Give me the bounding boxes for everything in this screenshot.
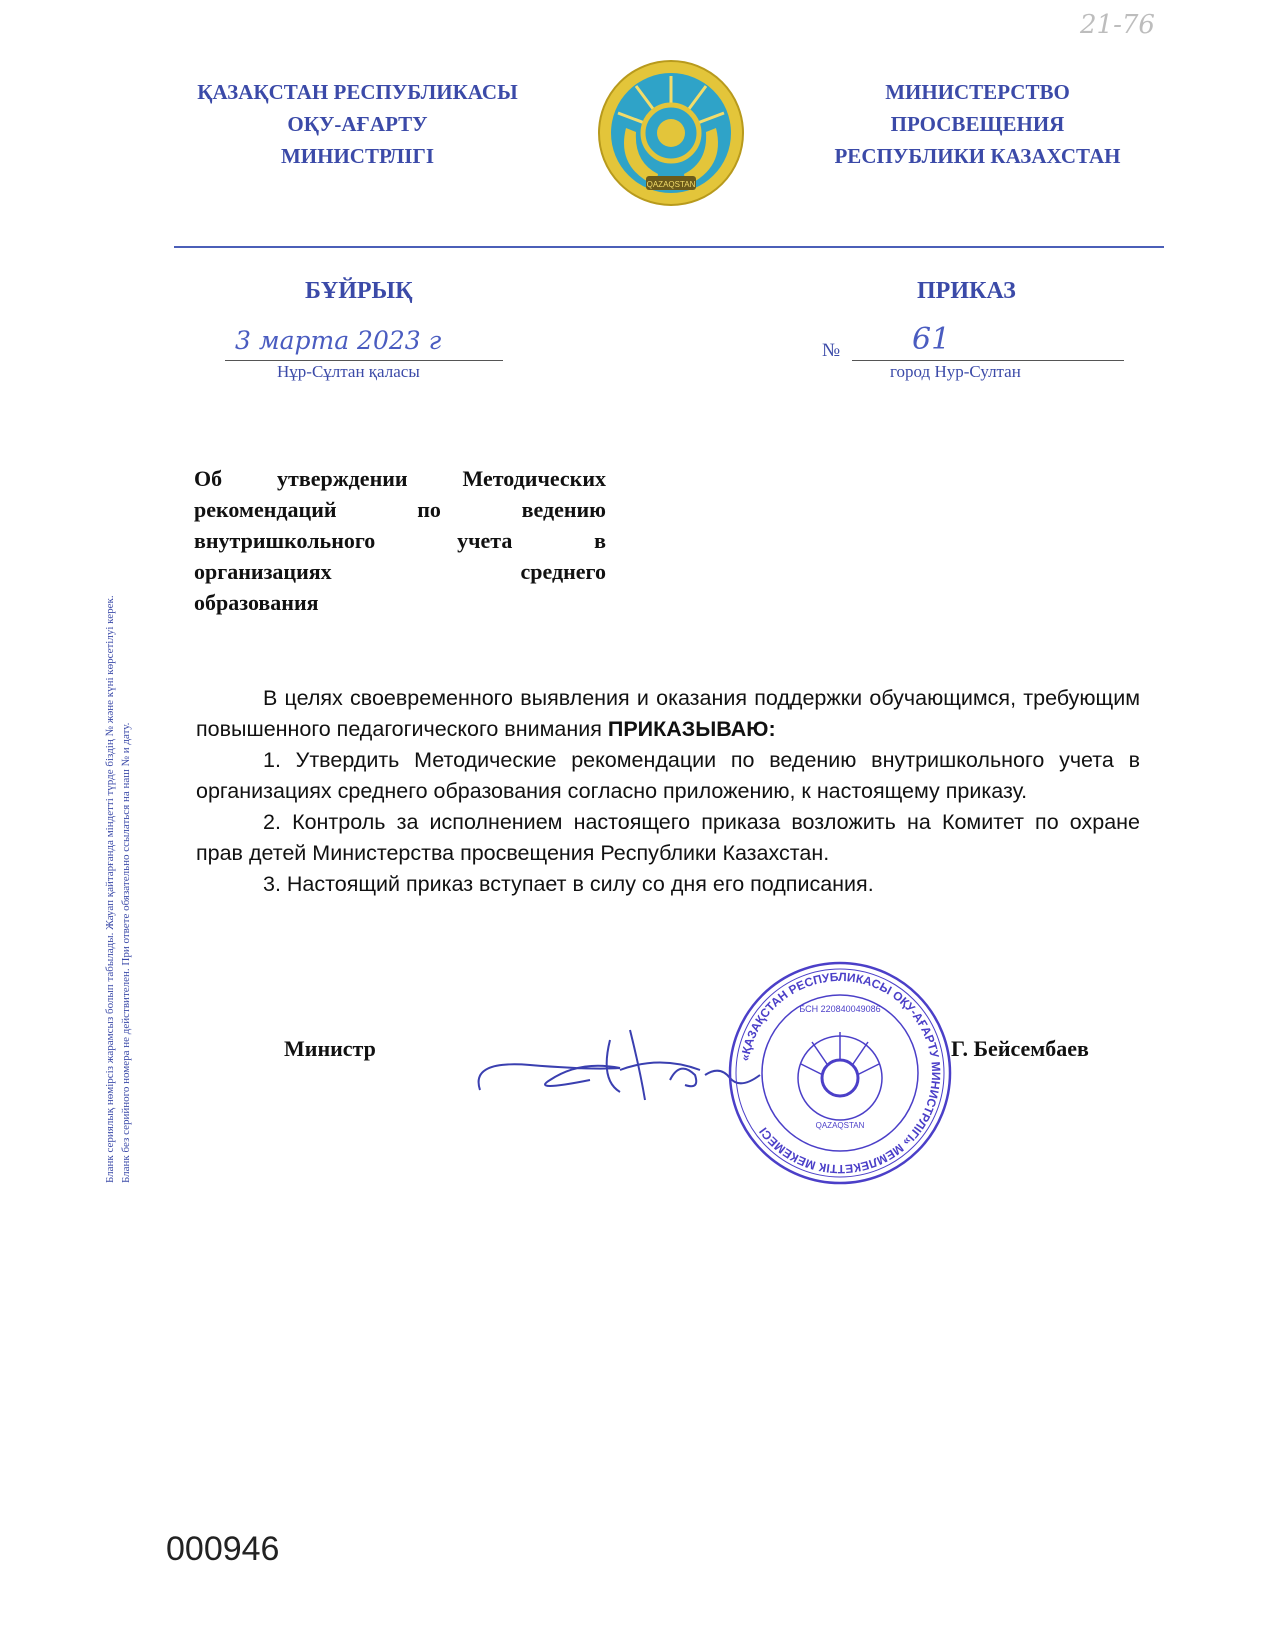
subject-line: рекомендаций по ведению (194, 497, 606, 522)
header-left (170, 76, 545, 172)
kz-order-title: БҰЙРЫҚ (305, 278, 413, 304)
header-right-line: МИНИСТЕРСТВО (885, 80, 1070, 104)
svg-text:«ҚАЗАҚСТАН РЕСПУБЛИКАСЫ ОҚУ-АҒ (738, 970, 943, 1176)
subject-line: Об утверждении Методических (194, 466, 606, 491)
number-handwritten: 61 (912, 322, 951, 357)
kz-city: Нұр-Сұлтан қаласы (277, 362, 420, 381)
stamp-inner-label: QAZAQSTAN (815, 1121, 865, 1130)
header-right-line: РЕСПУБЛИКИ КАЗАХСТАН (834, 144, 1121, 168)
handwritten-signature (470, 1020, 770, 1110)
header-divider (174, 246, 1164, 248)
body-item-1: 1. Утвердить Методические рекомендации по ведению внутришкольного учета в организациях среднего образования согласно приложению, к настоящему приказу. (196, 748, 1140, 803)
order-subject (194, 463, 606, 618)
stamp-bin: БСН 220840049086 (799, 1004, 881, 1014)
corner-note: 21-76 (1080, 10, 1155, 40)
state-emblem (596, 58, 746, 208)
body-item-2: 2. Контроль за исполнением настоящего приказа возложить на Комитет по охране прав детей Министерства просвещения Республики Казахстан. (196, 810, 1140, 865)
signatory-title: Министр (284, 1036, 376, 1061)
side-note-ru: Бланк без серийного номера не действителен. При ответе обязательно ссылаться на наш № и дату. (120, 722, 132, 1183)
header-left-line: ОҚУ-АҒАРТУ (287, 112, 428, 136)
body-intro: В целях своевременного выявления и оказания поддержки обучающимся, требующим повышенного педагогического внимания ПРИКАЗЫВАЮ: (196, 686, 1140, 741)
stamp-ring-text: «ҚАЗАҚСТАН РЕСПУБЛИКАСЫ ОҚУ-АҒАРТУ МИНИСТРЛІГІ» МЕМЛЕКЕТТІК МЕКЕМЕСІ (737, 969, 944, 1177)
header-right (790, 76, 1165, 172)
body-item-3: 3. Настоящий приказ вступает в силу со дня его подписания. (263, 872, 874, 896)
form-serial-number: 000946 (166, 1530, 280, 1568)
signatory-name: Г. Бейсембаев (951, 1036, 1089, 1061)
subject-line: внутришкольного учета в (194, 528, 606, 553)
official-stamp (727, 960, 953, 1186)
ru-city: город Нур-Султан (890, 362, 1021, 381)
emblem-label: QAZAQSTAN (646, 180, 696, 189)
header-left-line: МИНИСТРЛІГІ (280, 144, 435, 168)
header-left-line: ҚАЗАҚСТАН РЕСПУБЛИКАСЫ (197, 80, 518, 104)
side-note-kz: Бланк сериялық нөмірсіз жарамсыз болып табылады. Жауап қайтарғанда міндетті түрде біздің № және күні көрсетілуі керек. (104, 595, 116, 1183)
date-handwritten: 3 марта 2023 г (235, 326, 442, 355)
header-right-line: ПРОСВЕЩЕНИЯ (890, 112, 1065, 136)
number-line (852, 326, 1124, 361)
subject-line: образования (194, 590, 319, 615)
order-word: ПРИКАЗЫВАЮ: (607, 717, 776, 741)
ru-order-title: ПРИКАЗ (917, 278, 1016, 304)
subject-line: организациях среднего (194, 559, 606, 584)
number-label: № (822, 340, 841, 361)
order-body (196, 683, 1140, 900)
